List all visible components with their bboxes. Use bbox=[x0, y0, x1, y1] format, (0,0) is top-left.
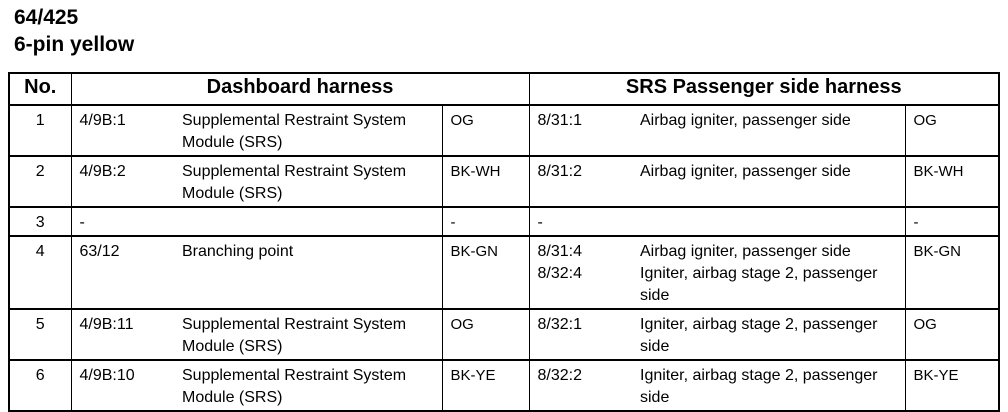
srs-description: Igniter, airbag stage 2, passenger side bbox=[632, 313, 905, 360]
dashboard-wire-color: BK-YE bbox=[442, 364, 529, 411]
srs-wire-color: BK-GN bbox=[905, 240, 999, 309]
dashboard-wire-color: OG bbox=[442, 109, 529, 156]
dashboard-description: Branching point bbox=[174, 240, 442, 309]
dashboard-pin: 4/9B:1 bbox=[71, 109, 174, 156]
table-row bbox=[9, 211, 999, 236]
connector-id: 64/425 bbox=[14, 6, 79, 29]
header-no: No. bbox=[9, 73, 71, 105]
srs-wire-color: - bbox=[905, 211, 999, 236]
srs-pins: 8/31:2 bbox=[529, 160, 632, 207]
row-number: 6 bbox=[9, 364, 71, 411]
table-row bbox=[9, 364, 999, 411]
row-number: 2 bbox=[9, 160, 71, 207]
dashboard-wire-color: OG bbox=[442, 313, 529, 360]
table-row bbox=[9, 313, 999, 360]
row-number: 5 bbox=[9, 313, 71, 360]
dashboard-description bbox=[174, 211, 442, 236]
dashboard-pin: 4/9B:11 bbox=[71, 313, 174, 360]
dashboard-description: Supplemental Restraint System Module (SRS) bbox=[174, 364, 442, 411]
srs-pins: 8/31:4 8/32:4 bbox=[529, 240, 632, 309]
srs-description: Airbag igniter, passenger side bbox=[632, 160, 905, 207]
row-number: 4 bbox=[9, 240, 71, 309]
srs-description: Igniter, airbag stage 2, passenger side bbox=[632, 364, 905, 411]
dashboard-wire-color: BK-GN bbox=[442, 240, 529, 309]
row-number: 1 bbox=[9, 109, 71, 156]
srs-pins: - bbox=[529, 211, 632, 236]
dashboard-wire-color: - bbox=[442, 211, 529, 236]
srs-wire-color: BK-YE bbox=[905, 364, 999, 411]
dashboard-wire-color: BK-WH bbox=[442, 160, 529, 207]
srs-wire-color: BK-WH bbox=[905, 160, 999, 207]
header-dashboard-harness: Dashboard harness bbox=[71, 73, 529, 105]
dashboard-pin: 4/9B:2 bbox=[71, 160, 174, 207]
srs-description: Airbag igniter, passenger side bbox=[632, 109, 905, 156]
dashboard-description: Supplemental Restraint System Module (SRS) bbox=[174, 160, 442, 207]
dashboard-pin: 63/12 bbox=[71, 240, 174, 309]
dashboard-pin: 4/9B:10 bbox=[71, 364, 174, 411]
srs-wire-color: OG bbox=[905, 313, 999, 360]
srs-pins: 8/32:2 bbox=[529, 364, 632, 411]
dashboard-pin: - bbox=[71, 211, 174, 236]
table-row bbox=[9, 160, 999, 207]
table-body bbox=[9, 105, 999, 411]
connector-description: 6-pin yellow bbox=[14, 33, 135, 56]
table-row bbox=[9, 109, 999, 156]
srs-pins: 8/31:1 bbox=[529, 109, 632, 156]
srs-description bbox=[632, 211, 905, 236]
srs-pins: 8/32:1 bbox=[529, 313, 632, 360]
row-number: 3 bbox=[9, 211, 71, 236]
dashboard-description: Supplemental Restraint System Module (SRS) bbox=[174, 313, 442, 360]
table-header-row bbox=[9, 73, 999, 105]
srs-description: Airbag igniter, passenger side Igniter, airbag stage 2, passenger side bbox=[632, 240, 905, 309]
header-srs-harness: SRS Passenger side harness bbox=[529, 73, 999, 105]
srs-wire-color: OG bbox=[905, 109, 999, 156]
table-row bbox=[9, 240, 999, 309]
pinout-table bbox=[8, 72, 1000, 412]
dashboard-description: Supplemental Restraint System Module (SRS) bbox=[174, 109, 442, 156]
